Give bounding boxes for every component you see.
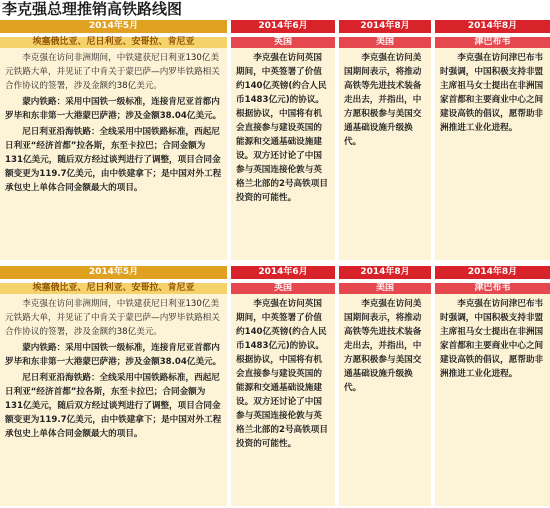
col-usa — [339, 266, 431, 506]
date-header: 2014年8月 — [435, 20, 550, 33]
col-zimbabwe — [435, 20, 550, 260]
date-header: 2014年6月 — [231, 266, 335, 279]
col-zimbabwe — [435, 266, 550, 506]
entry-paragraph: 李克强在访问非洲期间，中铁建获尼日利亚130亿美元铁路大单，并见证了中肯关于蒙巴萨—内罗毕铁路相关合作协议的签署，涉及金额约38亿美元。 — [5, 53, 220, 91]
entry-body — [339, 294, 431, 506]
entry-paragraph: 尼日利亚沿海铁路：全线采用中国铁路标准，西起尼日利亚“经济首都”拉各斯，东至卡拉巴；合同金额为131亿美元，随后双方经过谈判进行了调整，项目合同金额变更为119.7亿美元，由中铁建拿下；是中国对外工程承包史上单体合同金额最大的项目。 — [5, 127, 222, 193]
entry-paragraph: 蒙内铁路：采用中国铁一级标准，连接肯尼亚首都内罗毕和东非第一大港蒙巴萨港；涉及金额38.04亿美元。 — [5, 97, 222, 121]
date-header: 2014年8月 — [339, 266, 431, 279]
country-header: 美国 — [339, 283, 431, 294]
timeline-row — [0, 20, 550, 260]
date-header: 2014年5月 — [0, 266, 227, 279]
country-header: 埃塞俄比亚、尼日利亚、安哥拉、肯尼亚 — [0, 37, 227, 48]
country-header: 美国 — [339, 37, 431, 48]
entry-paragraph: 尼日利亚沿海铁路：全线采用中国铁路标准，西起尼日利亚“经济首都”拉各斯，东至卡拉巴；合同金额为131亿美元，随后双方经过谈判进行了调整，项目合同金额变更为119.7亿美元，由中铁建拿下；是中国对外工程承包史上单体合同金额最大的项目。 — [5, 373, 222, 439]
date-header: 2014年6月 — [231, 20, 335, 33]
entry-body — [0, 48, 227, 260]
date-header: 2014年8月 — [435, 266, 550, 279]
entry-paragraph: 李克强在访问美国期间表示，将推动高铁等先进技术装备走出去，并指出，中方愿积极参与美国交通基础设施升级换代。 — [344, 299, 422, 393]
timeline-table — [0, 20, 550, 508]
entry-paragraph: 李克强在访问英国期间，中英签署了价值约140亿英镑(约合人民币1483亿元)的协议。根据协议，中国将有机会直接参与建设英国的能源和交通基础设施建设。双方还讨论了中国参与英国连接伦敦与英格兰北部的2号高铁项目投资的可能性。 — [236, 53, 328, 203]
country-header: 英国 — [231, 37, 335, 48]
entry-body — [339, 48, 431, 260]
col-africa — [0, 266, 227, 506]
country-header: 津巴布韦 — [435, 283, 550, 294]
entry-body — [231, 48, 335, 260]
col-uk — [231, 20, 335, 260]
entry-paragraph: 李克强在访问非洲期间，中铁建获尼日利亚130亿美元铁路大单，并见证了中肯关于蒙巴萨—内罗毕铁路相关合作协议的签署，涉及金额约38亿美元。 — [5, 299, 220, 337]
entry-paragraph: 李克强在访问美国期间表示，将推动高铁等先进技术装备走出去，并指出，中方愿积极参与美国交通基础设施升级换代。 — [344, 53, 422, 147]
entry-body — [0, 294, 227, 506]
timeline-row — [0, 266, 550, 506]
entry-body — [435, 294, 550, 506]
col-africa — [0, 20, 227, 260]
entry-paragraph: 蒙内铁路：采用中国铁一级标准，连接肯尼亚首都内罗毕和东非第一大港蒙巴萨港；涉及金额38.04亿美元。 — [5, 343, 222, 367]
country-header: 英国 — [231, 283, 335, 294]
date-header: 2014年8月 — [339, 20, 431, 33]
country-header: 埃塞俄比亚、尼日利亚、安哥拉、肯尼亚 — [0, 283, 227, 294]
country-header: 津巴布韦 — [435, 37, 550, 48]
page-title: 李克强总理推销高铁路线图 — [2, 0, 183, 18]
col-usa — [339, 20, 431, 260]
entry-paragraph: 李克强在访问津巴布韦时强调，中国积极支持非盟主席祖马女士提出在非洲国家首都和主要商业中心之间建设高铁的倡议，愿帮助非洲推进工业化进程。 — [440, 299, 544, 379]
entry-body — [231, 294, 335, 506]
entry-paragraph: 李克强在访问津巴布韦时强调，中国积极支持非盟主席祖马女士提出在非洲国家首都和主要商业中心之间建设高铁的倡议，愿帮助非洲推进工业化进程。 — [440, 53, 544, 133]
entry-paragraph: 李克强在访问英国期间，中英签署了价值约140亿英镑(约合人民币1483亿元)的协议。根据协议，中国将有机会直接参与建设英国的能源和交通基础设施建设。双方还讨论了中国参与英国连接伦敦与英格兰北部的2号高铁项目投资的可能性。 — [236, 299, 328, 449]
date-header: 2014年5月 — [0, 20, 227, 33]
col-uk — [231, 266, 335, 506]
entry-body — [435, 48, 550, 260]
